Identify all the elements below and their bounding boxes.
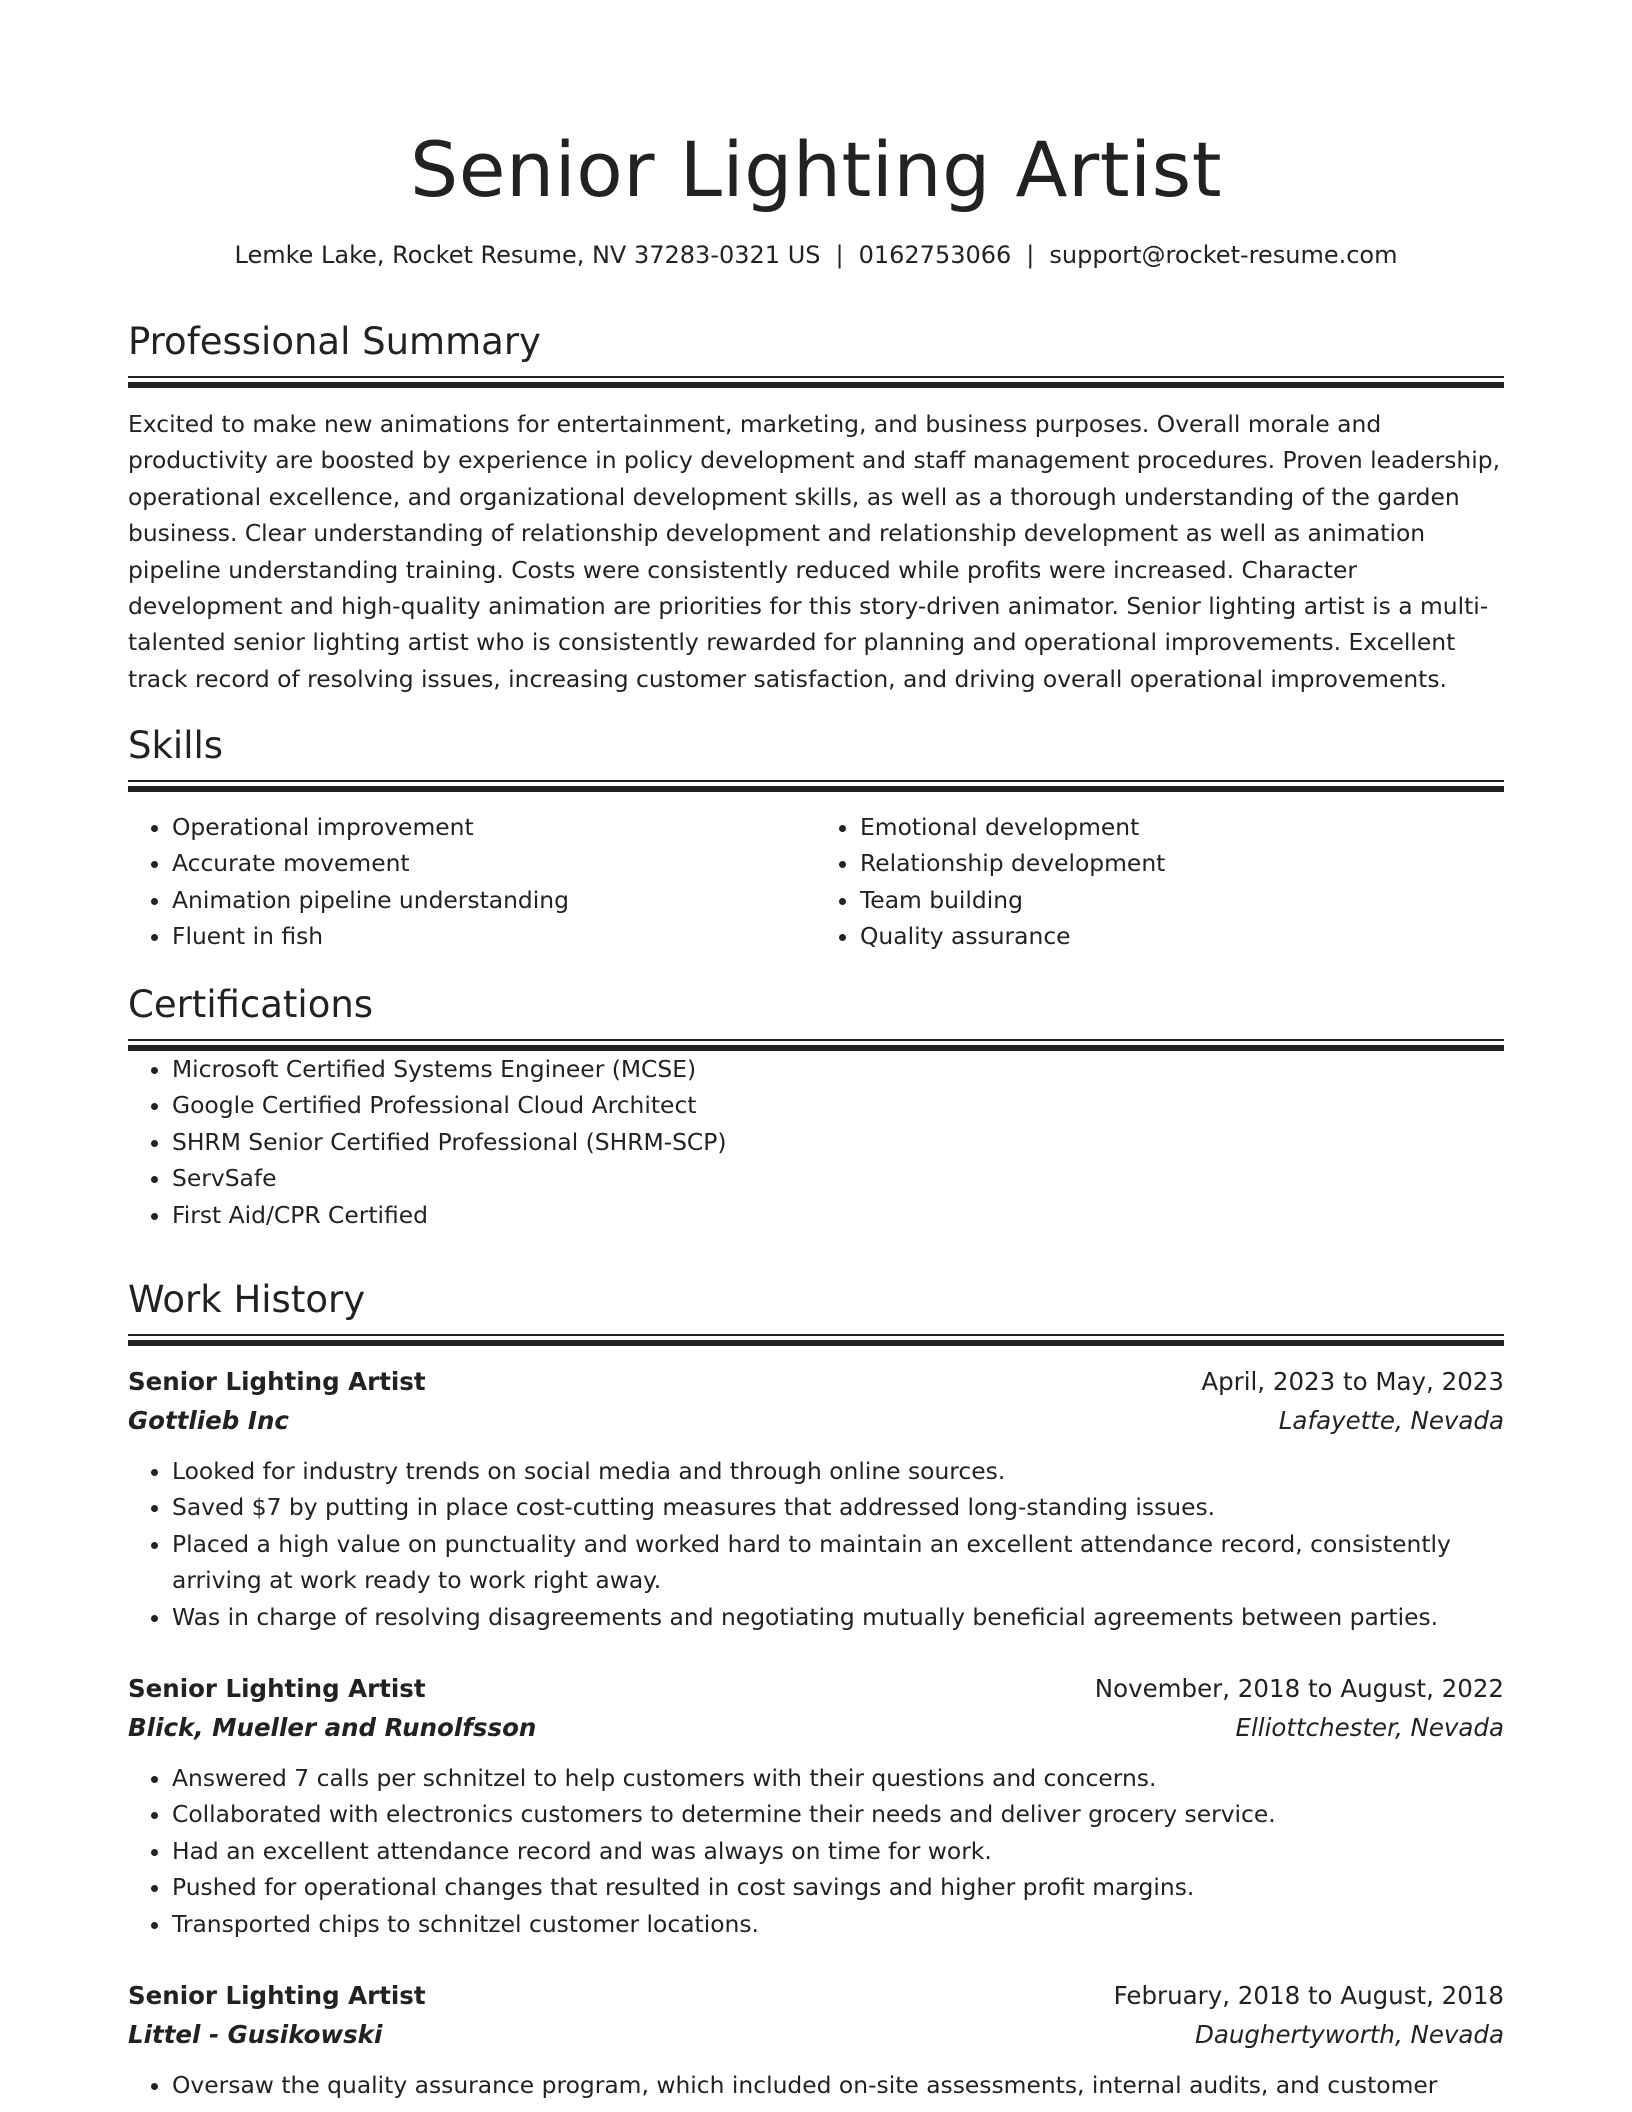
skill-item: • Fluent in fish [172, 918, 816, 954]
job-entry [128, 1362, 1504, 1635]
contact-line [128, 238, 1504, 272]
certification-item: • SHRM Senior Certified Professional (SHRM-SCP) [172, 1124, 1504, 1160]
summary-text: Excited to make new animations for entertainment, marketing, and business purposes. Overall morale and productivity are boosted by experience in policy development and staff management procedures. Proven leadership, operational excellence, and organizational development skills, as well as a thorough understanding of the garden business. Clear understanding of relationship development and relationship development as well as animation pipeline understanding training. Costs were consistently reduced while profits were increased. Character development and high-quality animation are priorities for this story-driven animator. Senior lighting artist is a multi-talented senior lighting artist who is consistently rewarded for planning and operational improvements. Excellent track record of resolving issues, increasing customer satisfaction, and driving overall operational improvements. [128, 410, 1501, 693]
job-dates: November, 2018 to August, 2022 [1094, 1674, 1504, 1704]
job-title: Senior Lighting Artist [128, 1981, 426, 2011]
contact-email: support@rocket-resume.com [1049, 241, 1398, 269]
section-divider [128, 376, 1504, 388]
skill-item: • Quality assurance [860, 918, 1504, 954]
skill-item: • Team building [860, 882, 1504, 918]
job-company-row [128, 2015, 1504, 2054]
job-header-row [128, 1669, 1504, 1708]
resume-name: Senior Lighting Artist [409, 125, 1223, 214]
job-bullets [128, 2067, 1504, 2103]
certification-item: • ServSafe [172, 1160, 1504, 1196]
job-dates: April, 2023 to May, 2023 [1201, 1367, 1504, 1396]
skills-grid [128, 809, 1504, 955]
job-company-row [128, 1708, 1504, 1747]
section-title-certifications: Certifications [128, 983, 374, 1026]
job-company: Littel - Gusikowski [128, 2020, 383, 2050]
job-bullet: • Placed a high value on punctuality and worked hard to maintain an excellent attendance record, consistently arriving at work ready to work right away. [172, 1526, 1504, 1599]
job-entry [128, 1669, 1504, 1942]
certification-item: • Microsoft Certified Systems Engineer (MCSE) [172, 1051, 1504, 1087]
job-title: Senior Lighting Artist [128, 1674, 426, 1704]
skill-item: • Accurate movement [172, 845, 816, 881]
skill-item: • Emotional development [860, 809, 1504, 845]
job-bullet: • Pushed for operational changes that resulted in cost savings and higher profit margins. [172, 1869, 1504, 1905]
job-bullet: • Saved $7 by putting in place cost-cutting measures that addressed long-standing issues. [172, 1489, 1504, 1525]
job-entry [128, 1976, 1504, 2103]
job-location: Lafayette, Nevada [1278, 1406, 1504, 1435]
job-bullet: • Transported chips to schnitzel customer locations. [172, 1906, 1504, 1942]
certifications-section [128, 981, 1504, 1233]
contact-separator: | [1026, 241, 1035, 269]
job-bullet: • Answered 7 calls per schnitzel to help customers with their questions and concerns. [172, 1760, 1504, 1796]
job-bullet: • Looked for industry trends on social media and through online sources. [172, 1453, 1504, 1489]
skills-left-list [128, 809, 816, 955]
work-history-section [128, 1276, 1504, 2103]
section-divider [128, 1039, 1504, 1051]
skills-section [128, 722, 1504, 955]
job-company-row [128, 1401, 1504, 1440]
job-location: Daughertyworth, Nevada [1194, 2020, 1504, 2050]
certification-item: • Google Certified Professional Cloud Architect [172, 1087, 1504, 1123]
job-bullet: • Was in charge of resolving disagreements and negotiating mutually beneficial agreements between parties. [172, 1599, 1504, 1635]
skills-right-list [816, 809, 1504, 955]
skill-item: • Relationship development [860, 845, 1504, 881]
job-bullet: • Had an excellent attendance record and was always on time for work. [172, 1833, 1504, 1869]
certification-item: • First Aid/CPR Certified [172, 1197, 1504, 1233]
job-bullet: • Collaborated with electronics customers to determine their needs and deliver grocery service. [172, 1796, 1504, 1832]
job-bullets [128, 1453, 1504, 1635]
certifications-list [128, 1051, 1504, 1233]
job-header-row [128, 1362, 1504, 1401]
section-title-work-history: Work History [128, 1278, 366, 1321]
section-title-skills: Skills [128, 724, 224, 767]
summary-section [128, 318, 1504, 697]
job-location: Elliottchester, Nevada [1235, 1713, 1504, 1743]
job-dates: February, 2018 to August, 2018 [1113, 1981, 1504, 2011]
skill-item: • Operational improvement [172, 809, 816, 845]
contact-phone: 0162753066 [858, 241, 1012, 269]
job-header-row [128, 1976, 1504, 2015]
job-company: Gottlieb Inc [128, 1406, 289, 1435]
contact-address: Lemke Lake, Rocket Resume, NV 37283-0321 US [234, 241, 821, 269]
contact-separator: | [835, 241, 844, 269]
job-bullets [128, 1760, 1504, 1942]
section-title-summary: Professional Summary [128, 320, 541, 363]
section-divider [128, 1334, 1504, 1346]
job-title: Senior Lighting Artist [128, 1367, 426, 1396]
skill-item: • Animation pipeline understanding [172, 882, 816, 918]
section-divider [128, 780, 1504, 792]
job-bullet: • Oversaw the quality assurance program, which included on-site assessments, internal audits, and customer [172, 2067, 1504, 2103]
job-company: Blick, Mueller and Runolfsson [128, 1713, 537, 1743]
